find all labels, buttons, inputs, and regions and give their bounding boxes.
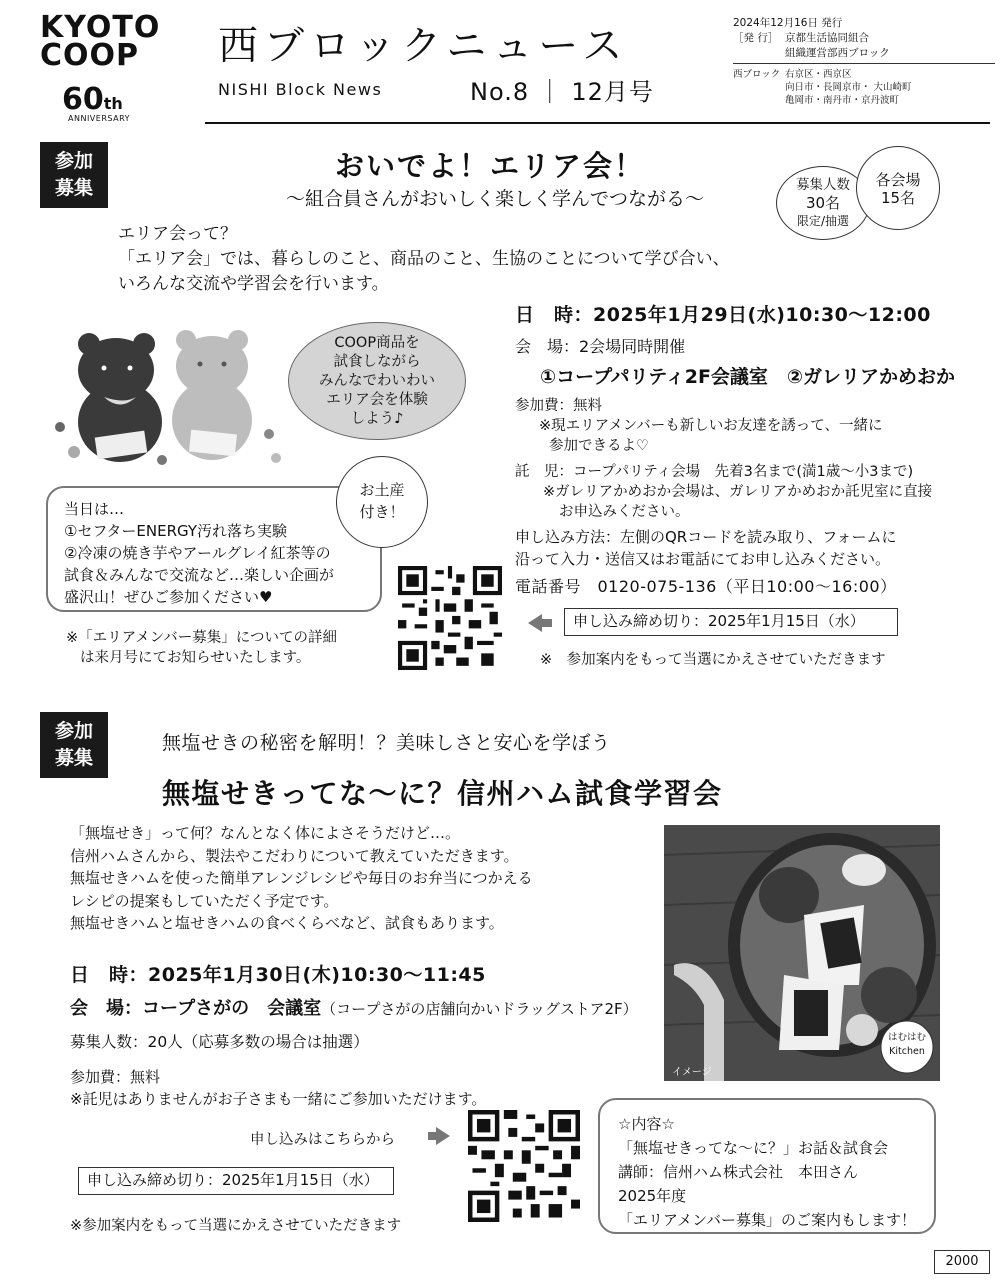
area-line-3: 亀岡市・南丹市・京丹波町	[785, 95, 900, 106]
event2-childcare-note: ※託児はありませんがお子さまも一緒にご参加いただけます。	[70, 1090, 487, 1108]
event2-fee: 参加費：無料	[70, 1068, 161, 1086]
bubble-line-1: COOP商品を	[334, 335, 420, 351]
event2-deadline: 申し込み締め切り：2025年1月15日（水）	[78, 1167, 394, 1195]
bubble-line-2: 試食しながら	[333, 354, 421, 370]
header-divider	[205, 122, 990, 124]
event2-title: 無塩せきってな～に？信州ハム試食学習会	[162, 777, 723, 810]
area-label: 西ブロック	[733, 69, 781, 80]
tag-line-2: 募集	[54, 747, 93, 769]
event1-childcare: 託 児：コープパリティ会場 先着3名まで(満1歳～小3まで)	[515, 464, 914, 480]
body-line-2: 信州ハムさんから、製法やこだわりについて教えていただきます。	[70, 846, 519, 865]
logo-line-2: COOP	[40, 38, 140, 73]
photo-caption: イメージ	[672, 1067, 712, 1078]
event2-capacity: 募集人数：20人（応募多数の場合は抽選）	[70, 1033, 369, 1051]
event1-qr-code[interactable]	[398, 566, 502, 670]
event2-venue-main: 会 場：コープさがの 会議室	[70, 998, 322, 1019]
intro-line-1: 「エリア会」では、暮らしのこと、商品のこと、生協のことについて学び合い、	[118, 249, 730, 269]
capacity-label: 募集人数	[796, 177, 850, 193]
body-line-4: レシピの提案もしていただく予定です。	[70, 891, 339, 910]
speech-bubble	[288, 322, 466, 440]
anniversary-badge	[62, 82, 123, 117]
event1-venue: 会 場：2会場同時開催	[515, 337, 686, 356]
content-line-2: 講師：信州ハム株式会社 本田さん	[618, 1163, 859, 1181]
arrow-right-icon	[436, 1127, 450, 1145]
today-line-1: 当日は…	[64, 500, 125, 518]
capacity-note: 限定/抽選	[796, 214, 850, 228]
event2-lottery-note: ※参加案内をもって当選にかえさせていただきます	[70, 1218, 402, 1234]
event1-intro	[118, 222, 778, 297]
apply-line-1: 申し込み方法：左側のQRコードを読み取り、フォームに	[515, 528, 897, 546]
souvenir-line-2: 付き！	[359, 503, 405, 521]
today-program-box	[46, 486, 382, 612]
event1-title: おいでよ！エリア会！	[334, 149, 645, 183]
capacity-badge	[776, 166, 870, 240]
anniversary-number: 60	[62, 82, 104, 117]
childcare-note-2: お申込みください。	[559, 504, 690, 520]
fee-note-1: ※現エリアメンバーも新しいお友達を誘って、一緒に	[539, 418, 883, 434]
publisher-label: ［発 行］	[733, 32, 779, 44]
anniversary-suffix: th	[103, 94, 123, 113]
light-bear-icon	[172, 330, 252, 460]
tag-line-1: 参加	[54, 720, 93, 742]
today-line-5: 盛沢山！ぜひご参加ください♥	[64, 588, 273, 606]
event1-datetime: 日 時：2025年1月29日(水)10:30～12:00	[515, 304, 931, 326]
today-line-3: ②冷凍の焼き芋やアールグレイ紅茶等の	[64, 544, 331, 562]
body-line-1: 「無塩せき」って何？なんとなく体によさそうだけど…。	[70, 824, 461, 842]
event2-lead: 無塩せきの秘密を解明！？美味しさと安心を学ぼう	[162, 732, 611, 754]
event1-member-note	[66, 628, 386, 668]
publisher-org-1: 京都生活協同組合	[785, 32, 869, 44]
childcare-note-1: ※ガレリアかめおか会場は、ガレリアかめおか託児室に直接	[543, 484, 933, 500]
intro-question: エリア会って？	[118, 224, 237, 244]
kitchen-logo-line-1: はむはむ	[887, 1032, 926, 1043]
fee-note-2: 参加できるよ♡	[549, 438, 649, 454]
event2-content-box	[598, 1098, 936, 1234]
event2-qr-code[interactable]	[468, 1110, 580, 1222]
bubble-line-3: みんなでわいわい	[319, 373, 435, 389]
content-line-1: 「無塩せきってな～に？」お話＆試食会	[618, 1139, 889, 1157]
anniversary-label: ANNIVERSARY	[68, 114, 131, 123]
event2-venue	[70, 994, 670, 1020]
bears-illustration	[44, 322, 284, 472]
bubble-line-4: エリア会を体験	[326, 392, 428, 408]
intro-line-2: いろんな交流や学習会を行います。	[118, 274, 389, 294]
event1-apply-method	[515, 526, 975, 570]
body-line-5: 無塩せきハムと塩せきハムの食べくらべなど、試食もあります。	[70, 914, 504, 932]
bento-photo	[664, 825, 940, 1081]
kitchen-logo-line-2: Kitchen	[889, 1046, 925, 1057]
newsletter-subtitle: NISHI Block News	[218, 80, 383, 99]
event2-apply-here: 申し込みはこちらから	[250, 1132, 395, 1148]
venue-capacity-label: 各会場	[875, 171, 921, 189]
member-note-2: は来月号にてお知らせいたします。	[80, 650, 311, 666]
event1-fee-block	[515, 396, 955, 456]
event2-body	[70, 822, 650, 935]
body-line-3: 無塩せきハムを使った簡単アレンジレシピや毎日のお弁当につかえる	[70, 869, 533, 887]
publisher-org-2: 組織運営部西ブロック	[785, 47, 890, 59]
event2-datetime: 日 時：2025年1月30日(木)10:30～11:45	[70, 964, 486, 986]
event2-venue-sub: （コープさがの店舗向かいドラッグストア2F）	[321, 1000, 638, 1018]
page-code: 2000	[934, 1250, 990, 1274]
event1-phone[interactable]: 電話番号 0120-075-136（平日10:00～16:00）	[515, 577, 897, 596]
today-line-2: ①セフターENERGY汚れ落ち実験	[64, 522, 288, 540]
souvenir-badge	[336, 456, 428, 548]
event1-lottery-note: ※ 参加案内をもって当選にかえさせていただきます	[540, 652, 886, 668]
venue-capacity-badge	[856, 146, 940, 230]
event1-venue-names: ①コープパリティ2F会議室 ②ガレリアかめおか	[540, 366, 956, 388]
publisher-info	[733, 16, 995, 107]
tag-line-2: 募集	[54, 177, 93, 199]
event1-deadline: 申し込み締め切り：2025年1月15日（水）	[564, 608, 898, 636]
capacity-value: 30名	[805, 194, 841, 212]
arrow-left-icon	[528, 614, 542, 632]
event1-subtitle: ～組合員さんがおいしく楽しく学んでつながる～	[285, 188, 704, 210]
apply-line-2: 沿って入力・送信又はお電話にてお申し込みください。	[515, 550, 891, 568]
kyoto-coop-logo	[40, 10, 161, 73]
bubble-line-5: しよう♪	[350, 411, 404, 427]
issue-number: No.8 ｜ 12月号	[470, 78, 654, 106]
area-line-1: 右京区・西京区	[785, 69, 852, 80]
souvenir-line-1: お土産	[359, 481, 405, 499]
publish-date: 2024年12月16日 発行	[733, 17, 843, 29]
content-title: ☆内容☆	[618, 1115, 675, 1133]
event1-recruit-tag	[40, 142, 108, 208]
member-note-1: ※「エリアメンバー募集」についての詳細	[66, 630, 337, 646]
dark-bear-icon	[78, 333, 162, 462]
event2-fee-block	[70, 1066, 630, 1110]
today-line-4: 試食＆みんなで交流など…楽しい企画が	[64, 566, 335, 584]
tag-line-1: 参加	[54, 150, 93, 172]
event1-fee: 参加費：無料	[515, 398, 602, 414]
event2-recruit-tag	[40, 712, 108, 778]
event1-childcare-block	[515, 462, 955, 522]
newsletter-title: 西ブロックニュース	[218, 23, 629, 69]
venue-capacity-value: 15名	[880, 189, 916, 207]
area-line-2: 向日市・長岡京市・ 大山崎町	[785, 82, 912, 93]
hamuhamu-kitchen-logo	[881, 1031, 933, 1059]
content-line-4: 「エリアメンバー募集」のご案内もします！	[618, 1211, 917, 1229]
logo-line-1: KYOTO	[40, 10, 161, 45]
content-line-3: 2025年度	[618, 1187, 687, 1205]
arrow-left-shaft	[542, 619, 552, 627]
